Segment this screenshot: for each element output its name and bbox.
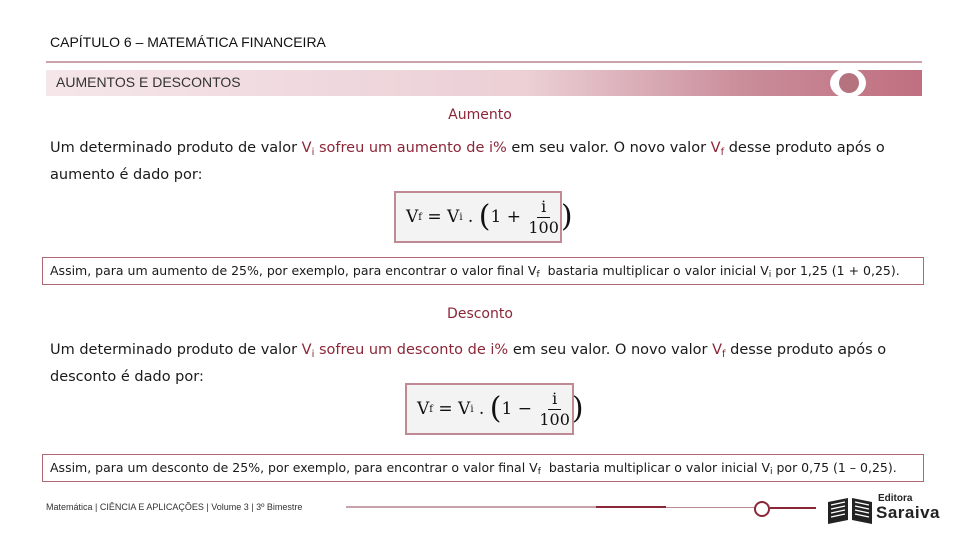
footer-ring — [754, 501, 770, 517]
footer-line-accent — [596, 506, 666, 508]
publisher-line2: Saraiva — [876, 503, 940, 522]
footer-text: Matemática | CIÊNCIA E APLICAÇÕES | Volume 3 | 3º Bimestre — [46, 502, 303, 512]
aumento-paragraph: Um determinado produto de valor $V_i$ sofreu um aumento de i% em seu valor. O novo valor $V_f$ desse produto após o aumento é dado por: — [50, 140, 885, 183]
aumento-formula: V f = V i . ( 1 + $\frac{i}{100}$ ) — [394, 191, 562, 243]
section-title: AUMENTOS E DESCONTOS — [56, 74, 241, 90]
desconto-formula: V f = V i . ( 1 − $\frac{i}{100}$ ) — [405, 383, 574, 435]
header-divider — [46, 61, 922, 63]
aumento-heading: Aumento — [448, 107, 512, 123]
aumento-note: Assim, para um aumento de 25%, por exemplo, para encontrar o valor final $V_f$ bastaria multiplicar o valor inicial $V_i$ por 1,25 (1 + 0,25). — [42, 257, 924, 285]
chapter-title: CAPÍTULO 6 – MATEMÁTICA FINANCEIRA — [50, 34, 326, 50]
publisher-logo — [826, 494, 940, 524]
footer-line — [346, 506, 596, 508]
section-bar — [46, 70, 922, 96]
footer-line-end — [770, 507, 816, 509]
book-icon — [826, 496, 874, 524]
publisher-line1: Editora — [878, 493, 913, 504]
desconto-paragraph: Um determinado produto de valor $V_i$ sofreu um desconto de i% em seu valor. O novo valor $V_f$ desse produto após o desconto é dado por: — [50, 342, 887, 385]
desconto-heading: Desconto — [447, 306, 513, 322]
footer-line-thin — [666, 507, 756, 508]
circle-decoration — [830, 68, 866, 98]
desconto-note: Assim, para um desconto de 25%, por exemplo, para encontrar o valor final $V_f$ bastaria multiplicar o valor inicial $V_i$ por 0,75 (1 – 0,25). — [42, 454, 924, 482]
